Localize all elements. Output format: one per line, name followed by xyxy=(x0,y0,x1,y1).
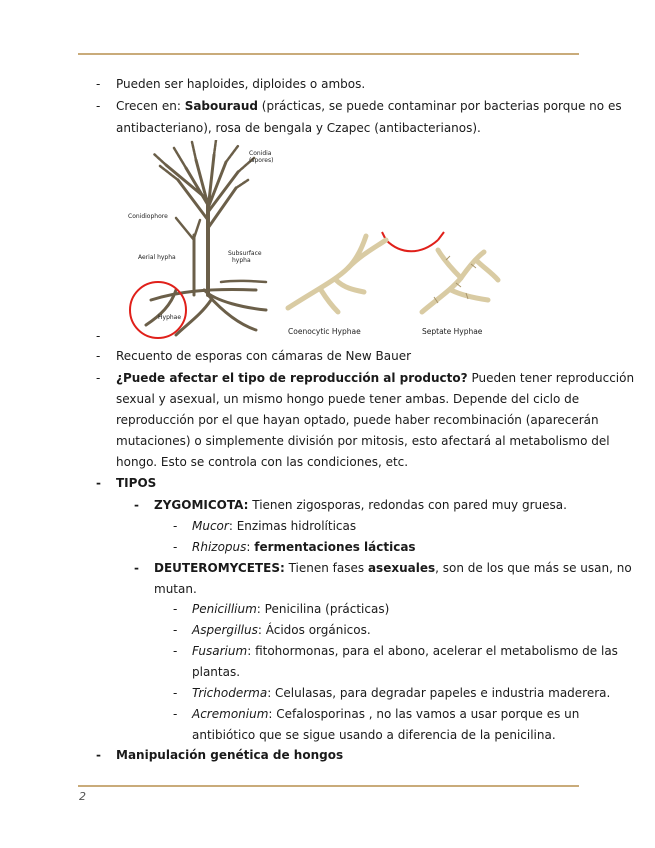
sub-bullet-marker: - xyxy=(173,707,178,721)
sub-bullet-marker: - xyxy=(173,540,178,554)
bullet-crecen: Crecen en: Sabouraud (prácticas, se puede contaminar por bacterias porque no es xyxy=(116,99,622,113)
label-aerial-hypha: Aerial hypha xyxy=(138,254,176,261)
bullet-haploides: Pueden ser haploides, diploides o ambos. xyxy=(116,77,366,91)
aspergillus-item: Aspergillus: Ácidos orgánicos. xyxy=(192,623,371,637)
bullet-marker: - xyxy=(134,561,139,575)
label-subsurface-hypha: hypha xyxy=(232,257,251,264)
bullet-reproduccion-l4: mutaciones) o simplemente división por mitosis, esto afectará al metabolismo del xyxy=(116,434,610,448)
bullet-marker: - xyxy=(96,476,101,490)
empty-bullet-marker: - xyxy=(96,329,101,343)
hyphae-figure xyxy=(116,140,516,345)
bullet-reproduccion-l5: hongo. Esto se controla con las condiciones, etc. xyxy=(116,455,409,469)
fusarium-item-cont: plantas. xyxy=(192,665,241,679)
label-subsurface: Subsurface xyxy=(228,250,262,257)
bullet-reproduccion: ¿Puede afectar el tipo de reproducción al producto? Pueden tener reproducción xyxy=(116,371,635,385)
header-rule xyxy=(78,53,579,55)
bullet-marker: - xyxy=(96,77,101,91)
trichoderma-item: Trichoderma: Celulasas, para degradar papeles e industria maderera. xyxy=(192,686,611,700)
footer-rule xyxy=(78,785,579,787)
sub-bullet-marker: - xyxy=(173,602,178,616)
bullet-marker: - xyxy=(96,349,101,363)
bullet-reproduccion-l3: reproducción por el que hayan optado, puede haber recombinación (aparecerán xyxy=(116,413,599,427)
zygomicota-heading: ZYGOMICOTA: Tienen zigosporas, redondas con pared muy gruesa. xyxy=(154,498,567,512)
bullet-marker: - xyxy=(134,498,139,512)
sub-bullet-marker: - xyxy=(173,644,178,658)
label-hyphae: Hyphae xyxy=(158,314,182,321)
bullet-marker: - xyxy=(96,99,101,113)
acremonium-item-cont: antibiótico que se sigue usando a diferencia de la penicilina. xyxy=(192,728,556,742)
bullet-marker: - xyxy=(96,371,101,385)
sub-bullet-marker: - xyxy=(173,686,178,700)
caption-coenocytic: Coenocytic Hyphae xyxy=(288,327,361,336)
rhizopus-item: Rhizopus: fermentaciones lácticas xyxy=(192,540,416,554)
penicillium-item: Penicillium: Penicilina (prácticas) xyxy=(192,602,390,616)
bullet-manipulacion: Manipulación genética de hongos xyxy=(116,748,344,762)
label-conidiophore: Conidiophore xyxy=(128,213,168,220)
sub-bullet-marker: - xyxy=(173,519,178,533)
fusarium-item: Fusarium: fitohormonas, para el abono, acelerar el metabolismo de las xyxy=(192,644,618,658)
page-number: 2 xyxy=(79,790,86,803)
sub-bullet-marker: - xyxy=(173,623,178,637)
deuteromycetes-heading: DEUTEROMYCETES: Tienen fases asexuales, son de los que más se usan, no xyxy=(154,561,632,575)
label-spores: (spores) xyxy=(249,157,274,164)
deuteromycetes-cont: mutan. xyxy=(154,582,197,596)
section-tipos: TIPOS xyxy=(116,476,157,490)
bullet-recuento: Recuento de esporas con cámaras de New Bauer xyxy=(116,349,412,363)
bullet-reproduccion-l2: sexual y asexual, un mismo hongo puede tener ambas. Depende del ciclo de xyxy=(116,392,580,406)
mucor-item: Mucor: Enzimas hidrolíticas xyxy=(192,519,357,533)
caption-septate: Septate Hyphae xyxy=(422,327,483,336)
bullet-crecen-cont: antibacteriano), rosa de bengala y Czapec (antibacterianos). xyxy=(116,121,481,135)
label-conidia: Conidia xyxy=(249,150,272,157)
acremonium-item: Acremonium: Cefalosporinas , no las vamos a usar porque es un xyxy=(192,707,580,721)
bullet-marker: - xyxy=(96,748,101,762)
